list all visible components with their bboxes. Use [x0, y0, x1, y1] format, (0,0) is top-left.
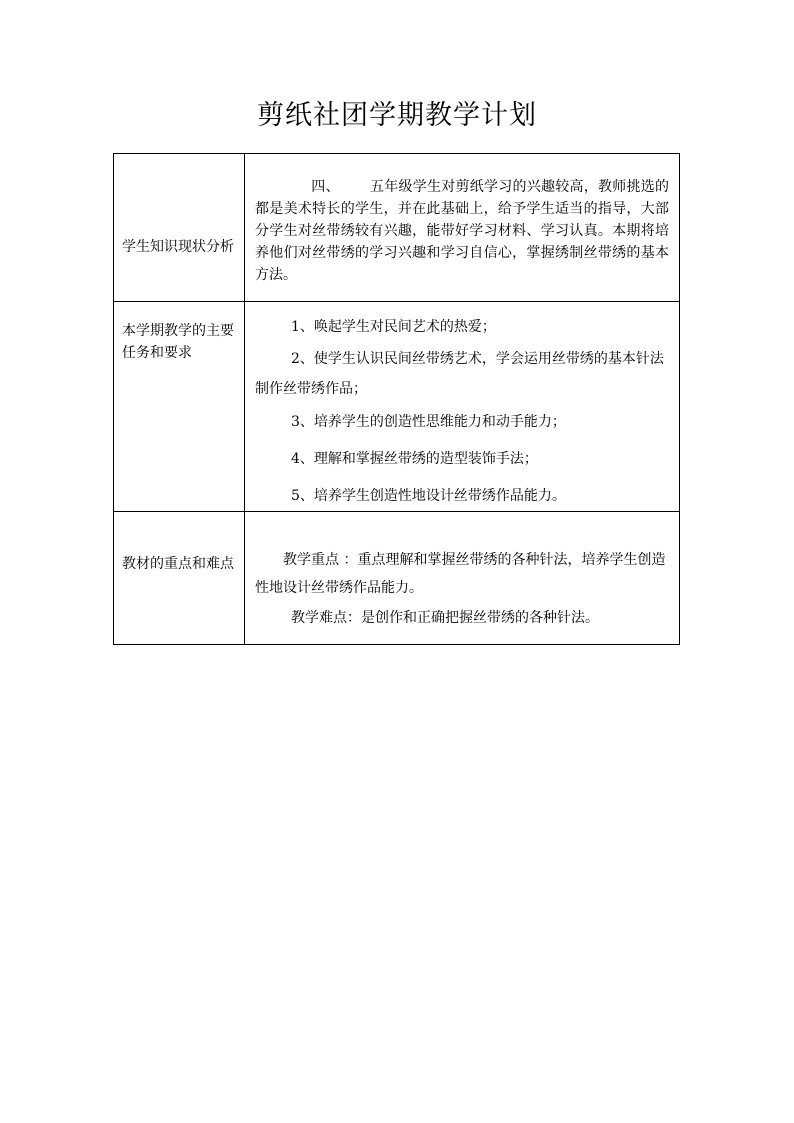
list-item: 2、使学生认识民间丝带绣艺术，学会运用丝带绣的基本针法制作丝带绣作品； [255, 351, 664, 397]
list-item: 3、培养学生的创造性思维能力和动手能力； [291, 414, 566, 430]
row-label-key-points: 教材的重点和难点 [122, 556, 234, 572]
list-item: 1、唤起学生对民间艺术的热爱； [291, 319, 496, 335]
row-content-cell [245, 512, 680, 645]
row-content-cell [245, 302, 680, 512]
difficult-point: 教学难点：是创作和正确把握丝带绣的各种针法。 [291, 610, 599, 626]
row-label-student-analysis: 学生知识现状分析 [122, 239, 234, 255]
table-row [114, 154, 680, 302]
page-title: 剪纸社团学期教学计划 [257, 100, 537, 131]
tasks-list [245, 302, 679, 511]
list-item: 5、培养学生创造性地设计丝带绣作品能力。 [291, 488, 566, 504]
analysis-prefix: 四、 [311, 179, 340, 195]
key-point: 教学重点 ：重点理解和掌握丝带绣的各种针法，培养学生创造性地设计丝带绣作品能力。 [255, 552, 666, 596]
row-label-tasks: 本学期教学的主要任务和要求 [122, 323, 234, 361]
student-analysis-text [245, 154, 679, 286]
table-row [114, 302, 680, 512]
table-row [114, 512, 680, 645]
analysis-body: 五年级学生对剪纸学习的兴趣较高，教师挑选的都是美术特长的学生，并在此基础上，给予学生适当的指导，大部分学生对丝带绣较有兴趣，能带好学习材料、学习认真。本期将培养他们对丝带绣的学习兴趣和学习自信心，掌握绣制丝带绣的基本方法。 [255, 179, 669, 283]
row-label-cell [114, 154, 245, 302]
teaching-plan-table [113, 153, 680, 645]
key-points-text [245, 512, 679, 632]
row-content-cell [245, 154, 680, 302]
row-label-cell [114, 512, 245, 645]
list-item: 4、理解和掌握丝带绣的造型装饰手法； [291, 451, 538, 467]
row-label-cell [114, 302, 245, 512]
